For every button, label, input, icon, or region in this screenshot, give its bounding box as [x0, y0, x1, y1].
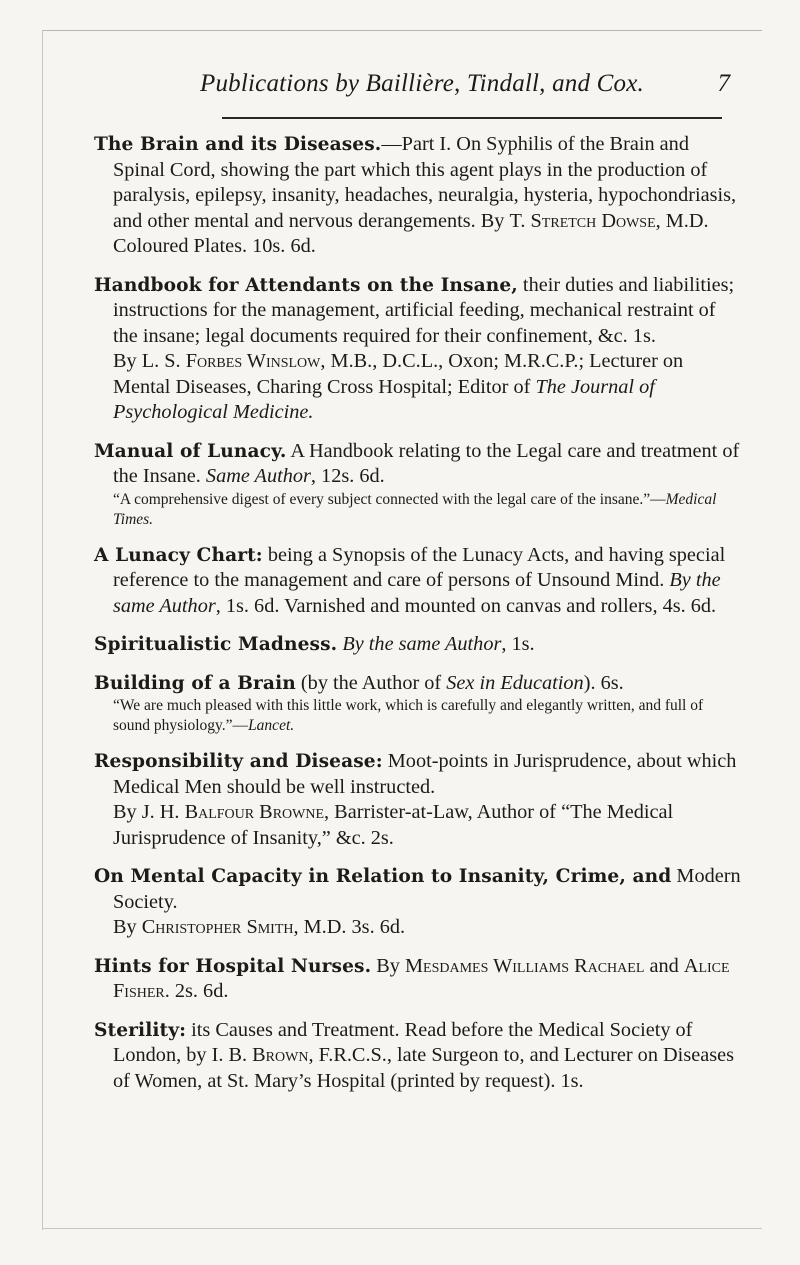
entry-responsibility-disease [94, 749, 742, 851]
entry-author: T. Stretch Dowse [509, 209, 656, 232]
page-number: 7 [717, 70, 730, 97]
entry-title: Building of a Brain [94, 672, 296, 694]
entry-title: Hints for Hospital Nurses. [94, 955, 372, 977]
entry-author: I. B. Brown [211, 1044, 309, 1066]
review-source: Medical Times. [113, 490, 717, 528]
entry-price: ). 6s. [583, 671, 624, 694]
entry-price: , 1s. 6d. Varnished and mounted on canvas and rollers, 4s. 6d. [215, 594, 717, 617]
entry-text: A Handbook relating to the Legal care and treatment of the Insane. [113, 439, 740, 487]
entry-credentials: , M.B., D.C.L., Oxon; M.R.C.P.; Lecturer on Mental Diseases, Charing Cross Hospital; Editor of [113, 350, 684, 398]
entry-mental-capacity [94, 864, 742, 941]
entry-author: J. H. Balfour Browne [141, 801, 325, 823]
entry-review [94, 490, 742, 530]
entry-price: , M.D. Coloured Plates. 10s. 6d. [113, 209, 709, 257]
entry-author: Mesdames Williams Rachael [405, 954, 645, 977]
entry-price: , 12s. 6d. [310, 465, 385, 487]
entry-byline [113, 349, 742, 426]
entry-text: By [371, 954, 405, 977]
entry-title: The Brain and its Diseases. [94, 134, 382, 155]
entry-manual-lunacy [94, 439, 742, 530]
entry-text: Moot-points in Jurisprudence, about which Medical Men should be well instructed. [113, 750, 737, 798]
review-source: Lancet. [248, 717, 295, 734]
entry-title: Sterility: [94, 1019, 187, 1041]
page-edge-bottom [42, 1228, 762, 1229]
entry-price: , 1s. [501, 633, 535, 655]
entry-author: Christopher Smith [141, 916, 294, 938]
entry-hints-nurses [94, 954, 742, 1005]
entry-text: being a Synopsis of the Lunacy Acts, and having special reference to the management and care of persons of Unsound Mind. [113, 543, 726, 591]
entry-text: (by the Author of [295, 671, 447, 694]
page-header [60, 70, 750, 106]
entry-price: . 2s. 6d. [164, 980, 229, 1002]
byline-prefix: By [113, 350, 142, 372]
entry-author: L. S. Forbes Winslow [141, 350, 321, 372]
review-text: “A comprehensive digest of every subject connected with the legal care of the insane.”— [113, 490, 666, 508]
entry-handbook-attendants [94, 273, 742, 426]
entry-author-2: Alice Fisher [113, 954, 730, 1002]
entry-text: —Part I. On Syphilis of the Brain and Spinal Cord, showing the part which this agent plays in the production of paralysis, epilepsy, insanity, headaches, neuralgia, hysteria, hypochondriasis, and other mental and nervous derangements. By [113, 133, 737, 232]
entry-spiritualistic-madness [94, 632, 742, 658]
entry-text: its Causes and Treatment. Read before the Medical Society of London, by [113, 1018, 693, 1066]
entry-title: On Mental Capacity in Relation to Insanity, Crime, and [94, 866, 672, 887]
entry-brain-diseases [94, 132, 742, 260]
entry-review [94, 696, 742, 736]
page-edge-top [42, 30, 762, 31]
entry-author: Same Author [205, 465, 311, 487]
entry-sterility [94, 1018, 742, 1095]
entry-title: Spiritualistic Madness. [94, 634, 338, 655]
entry-credentials: , Barrister-at-Law, Author of “The Medical Jurisprudence of Insanity,” &c. 2s. [113, 801, 674, 849]
entry-byline [113, 800, 742, 851]
entry-building-brain [94, 671, 742, 737]
byline-prefix: By [113, 916, 142, 938]
entry-title: Manual of Lunacy. [94, 440, 287, 462]
entry-author: By the same Author [342, 633, 502, 655]
entry-price: , M.D. 3s. 6d. [293, 916, 406, 938]
entry-text: their duties and liabilities; instructions for the management, artificial feeding, mechanical restraint of the insane; legal documents required for their confinement, &c. 1s. [113, 273, 735, 347]
entry-author: By the same Author [113, 569, 721, 617]
entry-byline [113, 915, 742, 941]
entry-work: Sex in Education [446, 671, 584, 694]
entry-conjunction: and [644, 954, 684, 977]
page-edge-left [42, 30, 43, 1230]
entry-title: Handbook for Attendants on the Insane, [94, 274, 518, 296]
byline-prefix: By [113, 801, 142, 823]
entry-journal: The Journal of Psychological Medicine. [113, 375, 655, 423]
running-title: Publications by Baillière, Tindall, and Cox. [200, 70, 644, 97]
entry-text: Modern Society. [113, 865, 741, 913]
review-text: “We are much pleased with this little work, which is carefully and elegantly written, and full of sound physiology.”— [113, 697, 704, 734]
entry-credentials: , F.R.C.S., late Surgeon to, and Lecturer on Diseases of Women, at St. Mary’s Hospital (printed by request). 1s. [113, 1044, 734, 1092]
header-rule [222, 117, 722, 119]
entry-lunacy-chart [94, 543, 742, 620]
entry-title: A Lunacy Chart: [94, 544, 263, 566]
catalogue-list [94, 132, 742, 1107]
entry-title: Responsibility and Disease: [94, 751, 383, 772]
